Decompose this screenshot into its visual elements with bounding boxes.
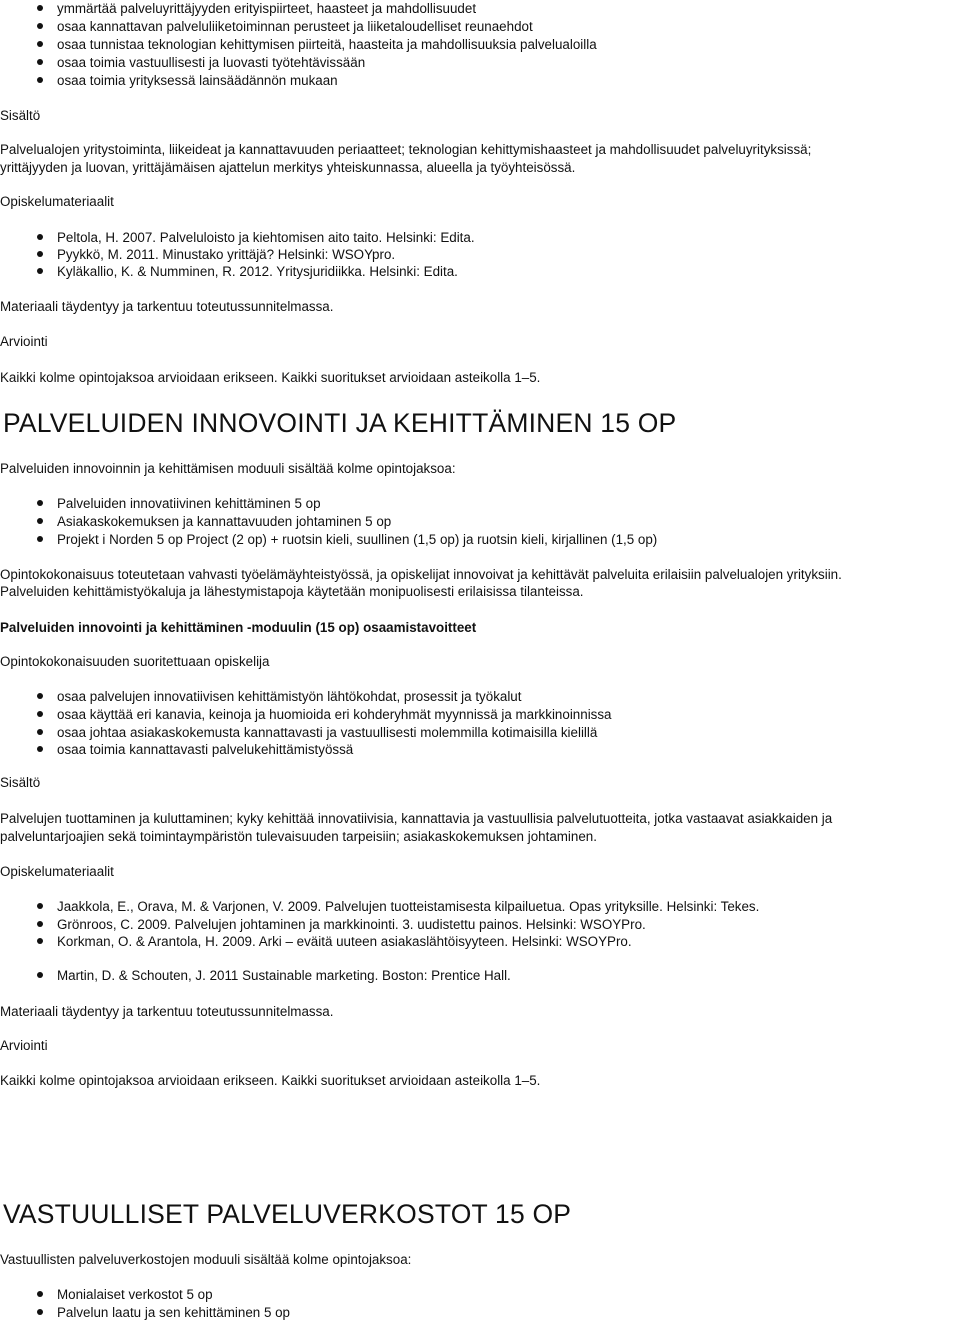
bullet-icon	[37, 536, 43, 542]
list-item: osaa toimia kannattavasti palvelukehittämistyössä	[57, 741, 353, 759]
bullet-icon	[37, 518, 43, 524]
bullet-icon	[37, 500, 43, 506]
list-item: Grönroos, C. 2009. Palvelujen johtaminen ja markkinointi. 3. uudistettu painos. Helsinki: WSOYPro.	[57, 916, 646, 934]
list-item: osaa johtaa asiakaskokemusta kannattavasti ja vastuullisesti molemmilla kotimaisilla kielillä	[57, 724, 597, 742]
bullet-icon	[37, 234, 43, 240]
list-item: Korkman, O. & Arantola, H. 2009. Arki – eväitä uuteen asiakaslähtöisyyteen. Helsinki: WSOYPro.	[57, 933, 632, 951]
bullet-icon	[37, 972, 43, 978]
list-item: Palvelun laatu ja sen kehittäminen 5 op	[57, 1304, 290, 1322]
bullet-icon	[37, 938, 43, 944]
arviointi-text: Kaikki kolme opintojaksoa arvioidaan erikseen. Kaikki suoritukset arvioidaan asteikolla 1–5.	[0, 370, 541, 385]
materials-note: Materiaali täydentyy ja tarkentuu toteutussunnitelmassa.	[0, 1004, 334, 1019]
list-item: osaa käyttää eri kanavia, keinoja ja huomioida eri kohderyhmät myynnissä ja markkinoinnissa	[57, 706, 612, 724]
module-intro: Palveluiden innovoinnin ja kehittämisen moduuli sisältää kolme opintojaksoa:	[0, 461, 456, 476]
list-item: osaa palvelujen innovatiivisen kehittämistyön lähtökohdat, prosessit ja työkalut	[57, 688, 521, 706]
list-item: osaa toimia yrityksessä lainsäädännön mukaan	[57, 72, 338, 90]
arviointi-heading: Arviointi	[0, 334, 48, 349]
bullet-icon	[37, 59, 43, 65]
goals-subheading: Opintokokonaisuuden suoritettuaan opiskelija	[0, 654, 270, 669]
section-title: PALVELUIDEN INNOVOINTI JA KEHITTÄMINEN 15 OP	[3, 408, 677, 438]
list-item: Asiakaskokemuksen ja kannattavuuden johtaminen 5 op	[57, 513, 391, 531]
bullet-icon	[37, 921, 43, 927]
module-description: Opintokokonaisuus toteutetaan vahvasti työelämäyhteistyössä, ja opiskelijat innovoivat ja kehittävät palveluita erilaisiin palvelualojen yrityksiin.	[0, 567, 842, 582]
sisalto-text: Palvelujen tuottaminen ja kuluttaminen; kyky kehittää innovatiivisia, kannattavia ja vastuullisia palvelutuotteita, jotka vastaavat asiakkaiden ja	[0, 811, 833, 826]
list-item: Pyykkö, M. 2011. Minustako yrittäjä? Helsinki: WSOYpro.	[57, 246, 395, 264]
bullet-icon	[37, 41, 43, 47]
sisalto-text: Palvelualojen yritystoiminta, liikeideat ja kannattavuuden periaatteet; teknologian kehittymishaasteet ja mahdollisuudet palveluyrityksissä;	[0, 142, 812, 157]
goals-heading: Palveluiden innovointi ja kehittäminen -moduulin (15 op) osaamistavoitteet	[0, 620, 477, 635]
bullet-icon	[37, 23, 43, 29]
sisalto-text: yrittäjyyden ja luovan, yrittäjämäisen ajattelun merkitys yhteiskunnassa, alueella ja työyhteisössä.	[0, 160, 576, 175]
arviointi-text: Kaikki kolme opintojaksoa arvioidaan erikseen. Kaikki suoritukset arvioidaan asteikolla 1–5.	[0, 1073, 541, 1088]
materials-heading: Opiskelumateriaalit	[0, 194, 114, 209]
bullet-icon	[37, 903, 43, 909]
module-description: Palveluiden kehittämistyökaluja ja lähestymistapoja käytetään monipuolisesti erilaisissa tilanteissa.	[0, 584, 584, 599]
arviointi-heading: Arviointi	[0, 1038, 48, 1053]
bullet-icon	[37, 729, 43, 735]
list-item: Jaakkola, E., Orava, M. & Varjonen, V. 2009. Palvelujen tuotteistamisesta kilpailuetua. Opas yrityksille. Helsinki: Tekes.	[57, 898, 759, 916]
list-item: osaa tunnistaa teknologian kehittymisen piirteitä, haasteita ja mahdollisuuksia palvelualoilla	[57, 36, 597, 54]
list-item: ymmärtää palveluyrittäjyyden erityispiirteet, haasteet ja mahdollisuudet	[57, 0, 476, 18]
list-item: Projekt i Norden 5 op Project (2 op) + ruotsin kieli, suullinen (1,5 op) ja ruotsin kieli, kirjallinen (1,5 op)	[57, 531, 657, 549]
bullet-icon	[37, 268, 43, 274]
bullet-icon	[37, 251, 43, 257]
sisalto-heading: Sisältö	[0, 775, 41, 790]
bullet-icon	[37, 693, 43, 699]
bullet-icon	[37, 1309, 43, 1315]
list-item: osaa toimia vastuullisesti ja luovasti työtehtävissään	[57, 54, 365, 72]
list-item: Martin, D. & Schouten, J. 2011 Sustainable marketing. Boston: Prentice Hall.	[57, 967, 511, 985]
bullet-icon	[37, 1291, 43, 1297]
list-item: Kyläkallio, K. & Numminen, R. 2012. Yritysjuridiikka. Helsinki: Edita.	[57, 263, 458, 281]
list-item: Peltola, H. 2007. Palveluloisto ja kiehtomisen aito taito. Helsinki: Edita.	[57, 229, 475, 247]
sisalto-text: palveluntarjoajien sekä toimintaympäristön tulevaisuuden tarpeisiin; asiakaskokemuksen johtaminen.	[0, 829, 597, 844]
list-item: Palveluiden innovatiivinen kehittäminen 5 op	[57, 495, 321, 513]
module-intro: Vastuullisten palveluverkostojen moduuli sisältää kolme opintojaksoa:	[0, 1252, 412, 1267]
sisalto-heading: Sisältö	[0, 108, 41, 123]
materials-note: Materiaali täydentyy ja tarkentuu toteutussunnitelmassa.	[0, 299, 334, 314]
bullet-icon	[37, 77, 43, 83]
materials-heading: Opiskelumateriaalit	[0, 864, 114, 879]
bullet-icon	[37, 711, 43, 717]
list-item: osaa kannattavan palveluliiketoiminnan perusteet ja liiketaloudelliset reunaehdot	[57, 18, 533, 36]
list-item: Monialaiset verkostot 5 op	[57, 1286, 213, 1304]
section-title: VASTUULLISET PALVELUVERKOSTOT 15 OP	[3, 1199, 572, 1229]
bullet-icon	[37, 5, 43, 11]
bullet-icon	[37, 746, 43, 752]
